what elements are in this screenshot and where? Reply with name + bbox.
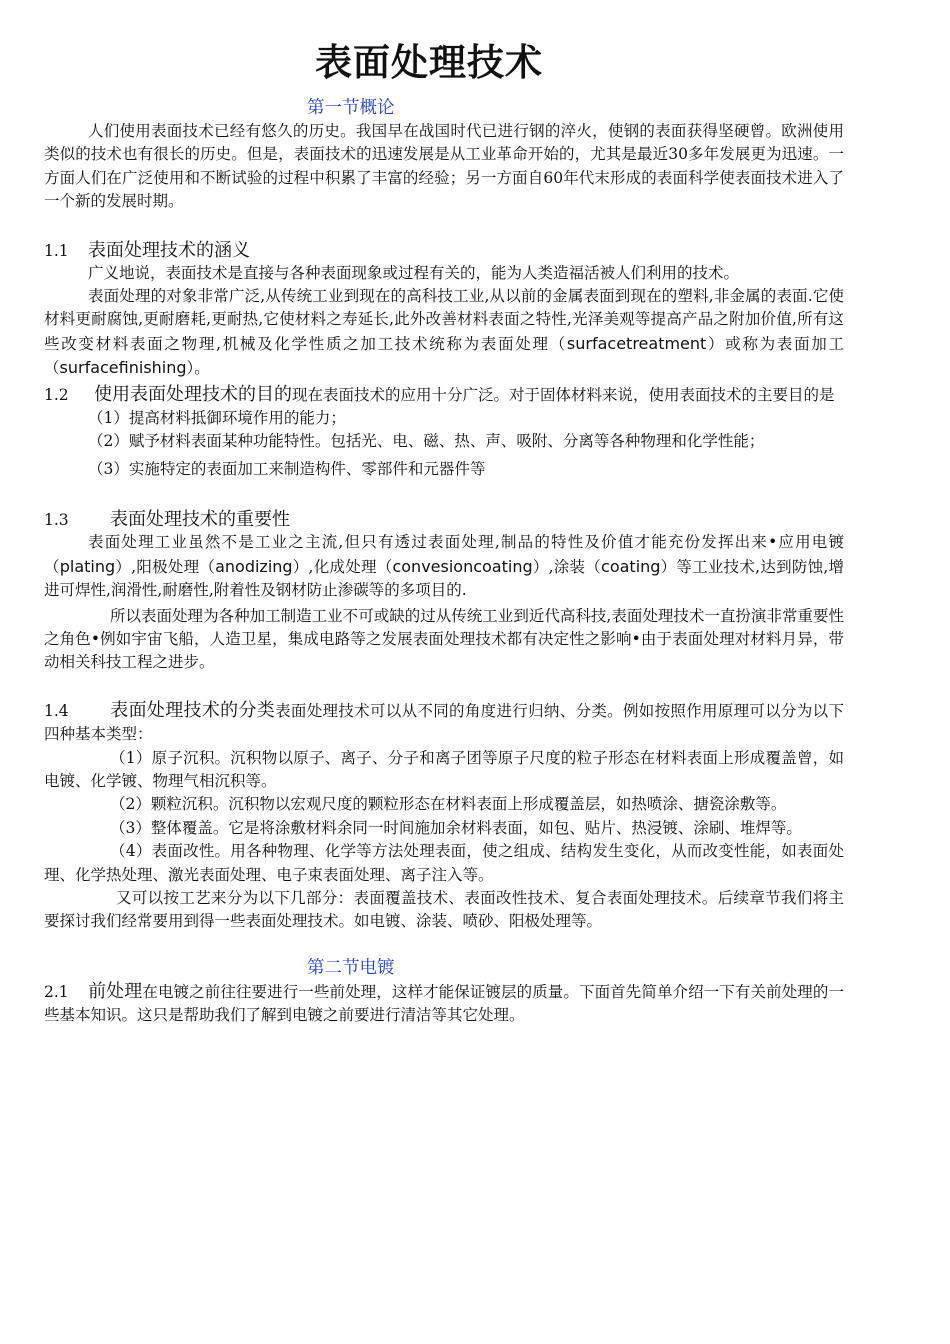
term-convesioncoating: convesioncoating xyxy=(392,556,533,576)
heading-text: 使用表面处理技术的目的 xyxy=(94,383,292,405)
section-1-title: 第一节概论 xyxy=(307,98,395,118)
heading-1-4 xyxy=(44,699,844,747)
list-item: （2）赋予材料表面某种功能特性。包括光、电、磁、热、声、吸附、分离等各种物理和化学性能； xyxy=(88,432,765,451)
text-run: ）等工业技术,达到防蚀,增进可焊性,润滑性,耐磨性,附着性及钢材防止渗碳等的多项目的. xyxy=(44,557,844,600)
heading-number: 1.3 xyxy=(44,511,69,530)
list-item: （1）原子沉积。沉积物以原子、离子、分子和离子团等原子尺度的粒子形态在材料表面上形成覆盖曾，如电镀、化学镀、物理气相沉积等。 xyxy=(44,748,844,790)
text-run: ）。 xyxy=(186,359,210,378)
heading-2-1 xyxy=(44,980,844,1028)
term-surfacefinishing: surfacefinishing xyxy=(59,358,187,378)
heading-number: 1.2 xyxy=(44,385,69,404)
paragraph-1-4-outro: 又可以按工艺来分为以下几部分：表面覆盖技术、表面改性技术、复合表面处理技术。后续章节我们将主要探讨我们经常要用到得一些表面处理技术。如电镀、涂装、喷砂、阳极处理等。 xyxy=(44,888,844,931)
text-run: ）,阳极处理（ xyxy=(115,557,216,576)
list-item: （3）实施特定的表面加工来制造构件、零部件和元器件等 xyxy=(88,459,486,478)
heading-body: 在电镀之前往往要进行一些前处理，这样才能保证镀层的质量。下面首先简单介绍一下有关前处理的一些基本知识。这只是帮助我们了解到电镀之前要进行清洁等其它处理。 xyxy=(44,982,844,1025)
paragraph-1-3-a xyxy=(44,531,844,602)
heading-number: 1.4 xyxy=(44,701,69,720)
heading-text: 前处理 xyxy=(88,980,143,1002)
heading-1-2 xyxy=(44,383,844,407)
paragraph-1-1-a: 广义地说，表面技术是直接与各种表面现象或过程有关的，能为人类造福活被人们利用的技术。 xyxy=(88,263,740,282)
document-title: 表面处理技术 xyxy=(315,40,543,84)
text-run: ）,涂装（ xyxy=(532,557,602,576)
text-run: ）或称为表面加工（ xyxy=(44,334,844,378)
heading-number: 2.1 xyxy=(44,982,69,1001)
list-item: （4）表面改性。用各种物理、化学等方法处理表面，使之组成、结构发生变化，从而改变性能，如表面处理、化学热处理、激光表面处理、电子束表面处理、离子注入等。 xyxy=(44,842,844,884)
heading-1-1 xyxy=(44,236,844,262)
term-surfacetreatment: surfacetreatment xyxy=(566,333,707,353)
document-page xyxy=(44,38,844,1028)
heading-body: 表面处理技术可以从不同的角度进行归纳、分类。例如按照作用原理可以分为以下四种基本类型： xyxy=(44,701,844,744)
heading-number: 1.1 xyxy=(44,241,69,260)
term-coating: coating xyxy=(601,556,661,576)
list-item: （3）整体覆盖。它是将涂敷材料余同一时间施加余材料表面，如包、贴片、热浸镀、涂刷、堆焊等。 xyxy=(110,818,802,837)
section-2-title: 第二节电镀 xyxy=(307,957,395,978)
heading-body: 现在表面技术的应用十分广泛。对于固体材料来说，使用表面技术的主要目的是 xyxy=(292,385,835,404)
heading-1-3 xyxy=(44,505,844,531)
heading-text: 表面处理技术的涵义 xyxy=(88,239,250,261)
paragraph-1-1-b xyxy=(44,285,844,381)
list-item: （1）提高材料抵御环境作用的能力； xyxy=(88,409,346,428)
heading-text: 表面处理技术的分类 xyxy=(110,699,276,721)
text-run: ）,化成处理（ xyxy=(292,557,393,576)
text-run: 表面处理工业虽然不是工业之主流,但只有透过表面处理,制品的特性及价值才能充份发挥出来•应用电镀（ xyxy=(44,533,844,576)
term-plating: plating xyxy=(59,556,116,576)
intro-paragraph: 人们使用表面技术已经有悠久的历史。我国早在战国时代已进行钢的淬火，使钢的表面获得坚硬曾。欧洲使用类似的技术也有很长的历史。但是，表面技术的迅速发展是从工业革命开始的，尤其是最近30多年发展更为迅速。一方面人们在广泛使用和不断试验的过程中积累了丰富的经验；另一方面自60年代末形成的表面科学使表面技术进入了一个新的发展时期。 xyxy=(44,122,844,211)
term-anodizing: anodizing xyxy=(215,556,293,576)
text-run: 表面处理的对象非常广泛,从传统工业到现在的高科技工业,从以前的金属表面到现在的塑料,非金属的表面.它使材料更耐腐蚀,更耐磨耗,更耐热,它使材料之寿延长,此外改善材料表面之特性,光泽美观等提高产品之附加价值,所有这些改变材料表面之物理,机械及化学性质之加工技术统称为表面处理（ xyxy=(44,287,844,353)
list-item: （2）颗粒沉积。沉积物以宏观尺度的颗粒形态在材料表面上形成覆盖层，如热喷涂、搪瓷涂敷等。 xyxy=(110,795,787,814)
heading-text: 表面处理技术的重要性 xyxy=(110,509,290,531)
paragraph-1-3-b: 所以表面处理为各种加工制造工业不可或缺的过从传统工业到近代高科技,表面处理技术一直扮演非常重要性之角色•例如宇宙飞船，人造卫星，集成电路等之发展表面处理技术都有决定性之影响•由于表面处理对材料月异，带动相关科技工程之进步。 xyxy=(44,606,844,672)
